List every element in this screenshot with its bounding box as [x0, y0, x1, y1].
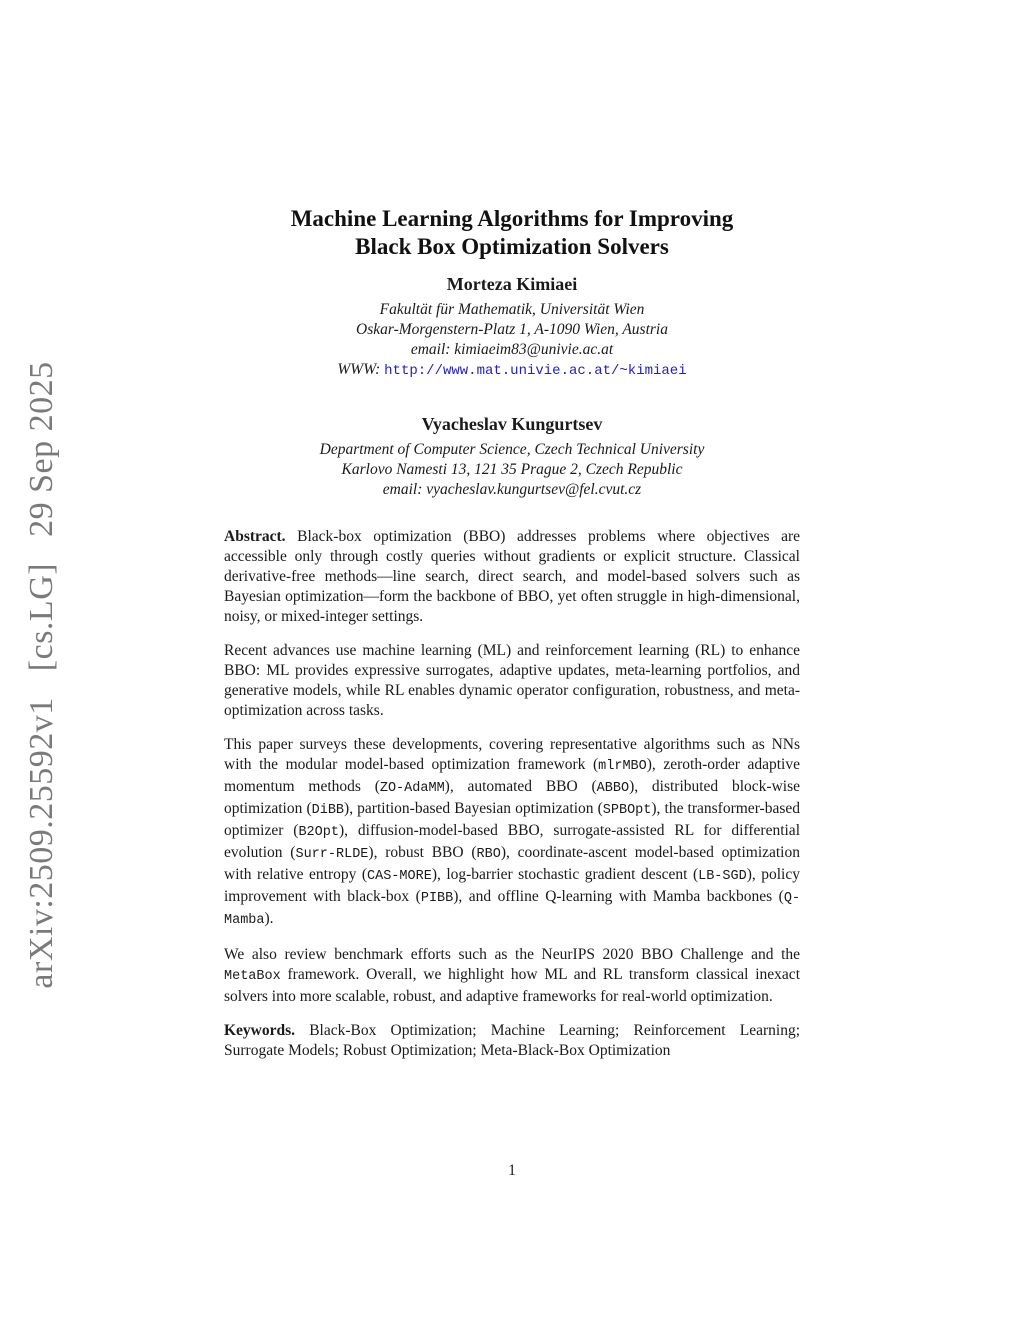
- text-run: ), coordinate-ascent model-based optimization with relative entropy (: [224, 844, 800, 883]
- keywords-text: Black-Box Optimization; Machine Learning; Reinforcement Learning; Surrogate Models; Robust Optimization; Meta-Black-Box Optimization: [224, 1022, 801, 1059]
- code-term: ZO-AdaMM: [379, 781, 445, 796]
- abstract-paragraph-3: [224, 735, 800, 931]
- text-run: ), log-barrier stochastic gradient descent (: [431, 866, 699, 883]
- author-name: Vyacheslav Kungurtsev: [421, 414, 603, 434]
- text-run: We also review benchmark efforts such as the NeurIPS 2020 BBO Challenge and the: [224, 946, 800, 963]
- code-term: ABBO: [596, 781, 630, 796]
- code-term: CAS-MORE: [367, 869, 432, 884]
- text-run: ), diffusion-model-based BBO, surrogate-assisted RL for differential evolution (: [224, 822, 800, 861]
- text-run: ), automated BBO (: [444, 778, 597, 795]
- text-run: This paper surveys these developments, covering representative algorithms such as NNs with the modular model-based optimization framework (: [224, 736, 800, 773]
- text-run: ), distributed block-wise optimization (: [224, 778, 800, 817]
- arxiv-category: [cs.LG]: [23, 562, 60, 672]
- www-label: WWW:: [337, 361, 385, 378]
- code-term: MetaBox: [224, 969, 281, 984]
- code-term: LB-SGD: [698, 869, 747, 884]
- author-email: email: kimiaeim83@univie.ac.at: [410, 341, 614, 358]
- author-affiliation: Department of Computer Science, Czech Technical University: [319, 441, 705, 458]
- author-affiliation: Fakultät für Mathematik, Universität Wien: [379, 301, 645, 318]
- text-run: ), robust BBO (: [368, 844, 477, 861]
- code-term: RBO: [476, 847, 501, 862]
- text-run: ), partition-based Bayesian optimization (: [344, 800, 603, 817]
- abstract-label: Abstract.: [224, 528, 286, 545]
- abstract-text: Black-box optimization (BBO) addresses problems where objectives are accessible only through costly queries without gradients or explicit structure. Classical derivative-free methods—line search, direct search, and model-based solvers such as Bayesian optimization—form the backbone of BBO, yet often struggle in high-dimensional, noisy, or mixed-integer settings.: [224, 528, 800, 625]
- author-name: Morteza Kimiaei: [446, 274, 578, 294]
- author-homepage-link[interactable]: http://www.mat.univie.ac.at/~kimiaei: [384, 363, 687, 379]
- author-block-1: [212, 272, 812, 381]
- text-run: ), and offline Q-learning with Mamba backbones (: [453, 888, 784, 905]
- author-www: [212, 360, 812, 381]
- text-run: ), the transformer-based optimizer (: [224, 800, 800, 839]
- code-term: DiBB: [311, 803, 345, 818]
- keywords-label: Keywords.: [224, 1022, 296, 1039]
- abstract-section: [224, 527, 800, 1075]
- title-line-1: Machine Learning Algorithms for Improving: [290, 206, 734, 231]
- code-term: mlrMBO: [598, 759, 647, 774]
- abstract-paragraph-2: Recent advances use machine learning (ML) and reinforcement learning (RL) to enhance BBO: ML provides expressive surrogates, adaptive updates, meta-learning portfolios, and generative models, while RL enables dynamic operator configuration, robustness, and meta-optimization across tasks.: [224, 642, 800, 719]
- abstract-paragraph-4: [224, 945, 800, 1007]
- author-block-2: [212, 412, 812, 500]
- code-term: PIBB: [420, 891, 454, 906]
- keywords-paragraph: [224, 1021, 800, 1061]
- code-term: SPBOpt: [602, 803, 652, 818]
- author-address: Karlovo Namesti 13, 121 35 Prague 2, Czech Republic: [341, 461, 683, 478]
- paper-title: [212, 205, 812, 261]
- author-address: Oskar-Morgenstern-Platz 1, A-1090 Wien, Austria: [356, 321, 668, 338]
- arxiv-id: arXiv:2509.25592v1: [23, 697, 60, 989]
- text-run: ), zeroth-order adaptive momentum methods (: [224, 756, 800, 795]
- page-number: 1: [508, 1162, 516, 1179]
- author-email: email: vyacheslav.kungurtsev@fel.cvut.cz: [382, 481, 642, 498]
- arxiv-stamp: [23, 335, 61, 988]
- text-run: ), policy improvement with black-box (: [224, 866, 800, 905]
- code-term: B2Opt: [298, 825, 339, 840]
- arxiv-date: 29 Sep 2025: [23, 361, 60, 537]
- code-term: Surr-RLDE: [295, 847, 369, 862]
- abstract-paragraph-1: [224, 527, 800, 627]
- title-line-2: Black Box Optimization Solvers: [355, 234, 669, 259]
- code-term: Q-Mamba: [224, 891, 801, 928]
- text-run: framework. Overall, we highlight how ML and RL transform classical inexact solvers into more scalable, robust, and adaptive frameworks for real-world optimization.: [224, 966, 800, 1005]
- text-run: ).: [264, 910, 274, 927]
